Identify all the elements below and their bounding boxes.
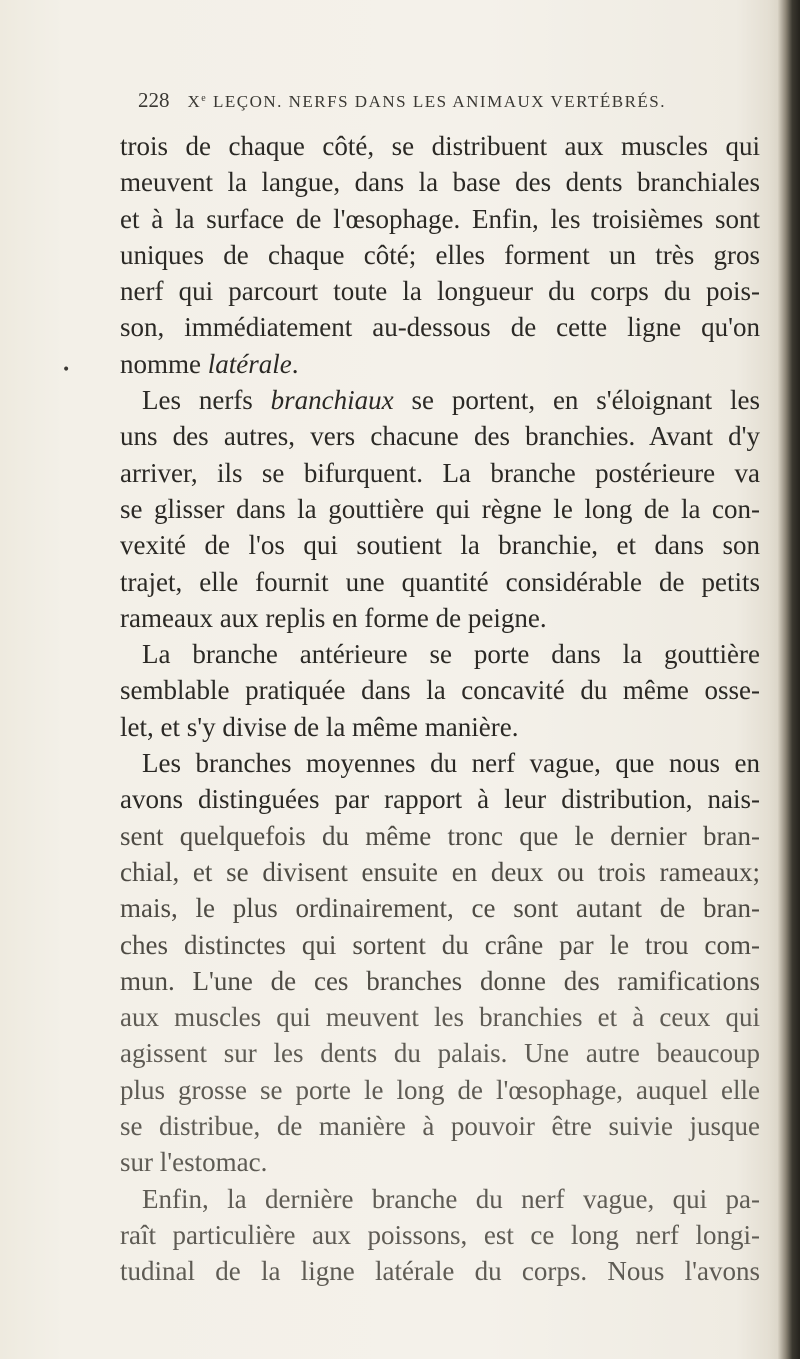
text-line: sent quelquefois du même tronc que le dernier bran- — [120, 820, 760, 851]
body-text — [120, 128, 760, 1290]
text-line: uniques de chaque côté; elles forment un très gros — [120, 239, 760, 270]
text-line: raît particulière aux poissons, est ce long nerf longi- — [120, 1219, 760, 1250]
margin-mark: • — [62, 362, 71, 378]
text-line: ches distinctes qui sortent du crâne par le trou com- — [120, 929, 760, 960]
running-header — [138, 88, 738, 113]
paragraph-start: Les branches moyennes du nerf vague, que nous en — [142, 748, 760, 779]
text-line: arriver, ils se bifurquent. La branche postérieure va — [120, 457, 760, 488]
text-line: son, immédiatement au-dessous de cette ligne qu'on — [120, 312, 760, 343]
text-line: mun. L'une de ces branches donne des ramifications — [120, 965, 760, 996]
text-line: tudinal de la ligne latérale du corps. Nous l'avons — [120, 1256, 760, 1287]
text-line: sur l'estomac. — [120, 1147, 268, 1178]
text-line: mais, le plus ordinairement, ce sont autant de bran- — [120, 893, 760, 924]
text-line: agissent sur les dents du palais. Une autre beaucoup — [120, 1038, 760, 1069]
text-line: plus grosse se porte le long de l'œsophage, auquel elle — [120, 1074, 760, 1105]
text-line: vexité de l'os qui soutient la branchie, et dans son — [120, 530, 760, 561]
text-line: nerf qui parcourt toute la longueur du corps du pois- — [120, 276, 760, 307]
text-line: se glisser dans la gouttière qui règne le long de la con- — [120, 493, 760, 524]
text-line: et à la surface de l'œsophage. Enfin, les troisièmes sont — [120, 203, 760, 234]
text-line: rameaux aux replis en forme de peigne. — [120, 602, 547, 633]
text-line: trois de chaque côté, se distribuent aux muscles qui — [120, 131, 760, 161]
italic-term: latérale — [207, 348, 292, 379]
italic-term: branchiaux — [270, 385, 394, 416]
text-line: meuvent la langue, dans la base des dents branchiales — [120, 167, 760, 198]
text-line: aux muscles qui meuvent les branchies et à ceux qui — [120, 1002, 760, 1033]
text-line: avons distinguées par rapport à leur distribution, nais- — [120, 784, 760, 815]
paragraph-start: La branche antérieure se porte dans la gouttière — [142, 639, 760, 670]
page-number: 228 — [138, 88, 170, 112]
chapter-title: LEÇON. NERFS DANS LES ANIMAUX VERTÉBRÉS. — [212, 92, 666, 111]
paragraph-start: Les nerfs branchiaux se portent, en s'éloignant les — [142, 385, 760, 416]
paragraph-start: Enfin, la dernière branche du nerf vague, qui pa- — [142, 1183, 760, 1214]
text-line: chial, et se divisent ensuite en deux ou trois rameaux; — [120, 856, 760, 887]
text-line: semblable pratiquée dans la concavité du même osse- — [120, 675, 760, 706]
chapter-number: Xe — [187, 92, 208, 111]
book-spine-shadow — [778, 0, 800, 1359]
text-line: se distribue, de manière à pouvoir être suivie jusque — [120, 1111, 760, 1142]
text-line: uns des autres, vers chacune des branchies. Avant d'y — [120, 421, 760, 452]
text-line: trajet, elle fournit une quantité considérable de petits — [120, 566, 760, 597]
text-line: nomme latérale. — [120, 348, 299, 379]
text-line: let, et s'y divise de la même manière. — [120, 711, 519, 742]
